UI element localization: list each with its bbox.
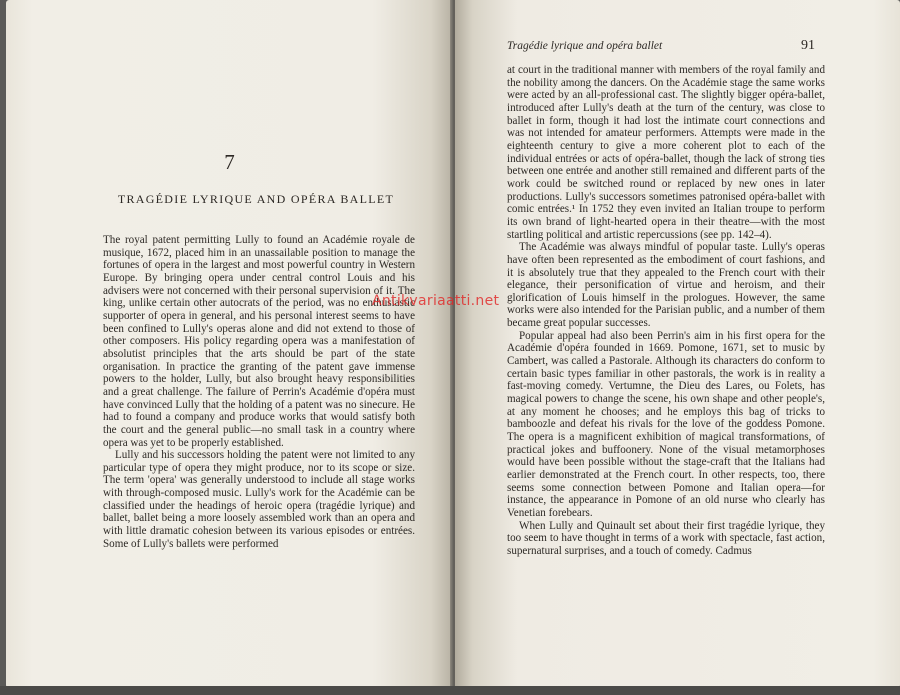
paragraph: Popular appeal had also been Perrin's aim in his first opera for the Académie d'opéra founded in 1669. Pomone, 1671, set to music by Cambert, was called a Pastorale. Although its characters do conform to certain basic types familiar in other pastorals, the work is in reality a fast-moving comedy. Vertumne, the Dieu des Lares, ou Folets, has magical powers to change the scene, his own shape and other people's, at any moment he chooses; and he employs this bag of tricks to bamboozle and defeat his rivals for the love of the goddess Pomone. The opera is a magnificent exhibition of magical transformations, of practical jokes and buffoonery. None of the visual metamorphoses would have been possible without the stage-craft that the Italians had earlier demonstrated at the French court. In other respects, too, there seems some connection between Pomone and Italian opera—for instance, the appearance in Pomone of an old nurse who clearly has Venetian forebears. bbox=[507, 329, 825, 519]
paragraph: The Académie was always mindful of popular taste. Lully's operas have often been represented as the embodiment of court fashions, and it is absolutely true that they appealed to the French court with their elegance, their personification of virtue and heroism, and their glorification of Louis himself in the prologues. However, the same works were also intended for the Parisian public, and a number of them became great popular successes. bbox=[507, 241, 825, 330]
paragraph: When Lully and Quinault set about their first tragédie lyrique, they too seem to have thought in terms of a work with spectacle, fast action, supernatural surprises, and a touch of comedy. Cadmus bbox=[507, 519, 825, 557]
paragraph: at court in the traditional manner with members of the royal family and the nobility among the dancers. On the Académie stage the same works were acted by an all-professional cast. The slightly bigger opéra-ballet, introduced after Lully's death at the turn of the century, was close to ballet in form, though it had lost the intimate court connections and was not intended for amateur performers. Attempts were made in the eighteenth century to give a more coherent plot to each of the individual entrées or acts of opéra-ballet, though the lack of strong ties between one entrée and another still remained and different parts of the work could be switched round or replaced by new ones in later productions. Lully's successors sometimes patronised opéra-ballet with comic entrées.¹ In 1752 they even invited an Italian troupe to perform its own brand of light-hearted opera in their theatre—with the most startling political and artistic repercussions (see pp. 142–4). bbox=[507, 64, 825, 241]
left-page bbox=[6, 0, 453, 688]
open-book bbox=[6, 0, 900, 695]
chapter-number: 7 bbox=[224, 150, 235, 174]
left-page-body bbox=[103, 234, 415, 550]
running-head: Tragédie lyrique and opéra ballet bbox=[507, 40, 663, 52]
paragraph: Lully and his successors holding the patent were not limited to any particular type of opera they might produce, nor to its scope or size. The term 'opera' was generally understood to include all stage works with through-composed music. Lully's work for the Académie can be classified under the headings of heroic opera (tragédie lyrique) and ballet, ballet being a more loosely assembled work than an opera and with little dramatic cohesion between its various episodes or entrées. Some of Lully's ballets were performed bbox=[103, 449, 415, 550]
chapter-title: TRAGÉDIE LYRIQUE AND OPÉRA BALLET bbox=[117, 192, 395, 206]
page-number: 91 bbox=[801, 38, 815, 53]
paragraph: The royal patent permitting Lully to found an Académie royale de musique, 1672, placed him in an unassailable position to manage the fortunes of opera in the largest and most powerful country in Western Europe. By bringing opera under central control Louis and his advisers were not concerned with their personal supervision of it. The king, unlike certain other autocrats of the period, was no enthusiastic supporter of opera in general, and his personal interest seems to have been confined to Lully's operas alone and did not extend to those of other composers. His policy regarding opera was a manifestation of absolutist principles that the arts should be part of the state organisation. In practice the granting of the patent gave immense powers to the holder, Lully, but also brought heavy responsibilities and a great challenge. The failure of Perrin's Académie d'opéra must have convinced Lully that the holding of a patent was no sinecure. He had to found a company and produce works that would satisfy both the court and the general public—no small task in a country where opera was yet to be properly established. bbox=[103, 234, 415, 449]
right-page bbox=[455, 0, 900, 688]
table-surface bbox=[0, 686, 900, 695]
watermark: Antikvariaatti.net bbox=[372, 293, 500, 309]
right-page-body bbox=[507, 64, 825, 558]
